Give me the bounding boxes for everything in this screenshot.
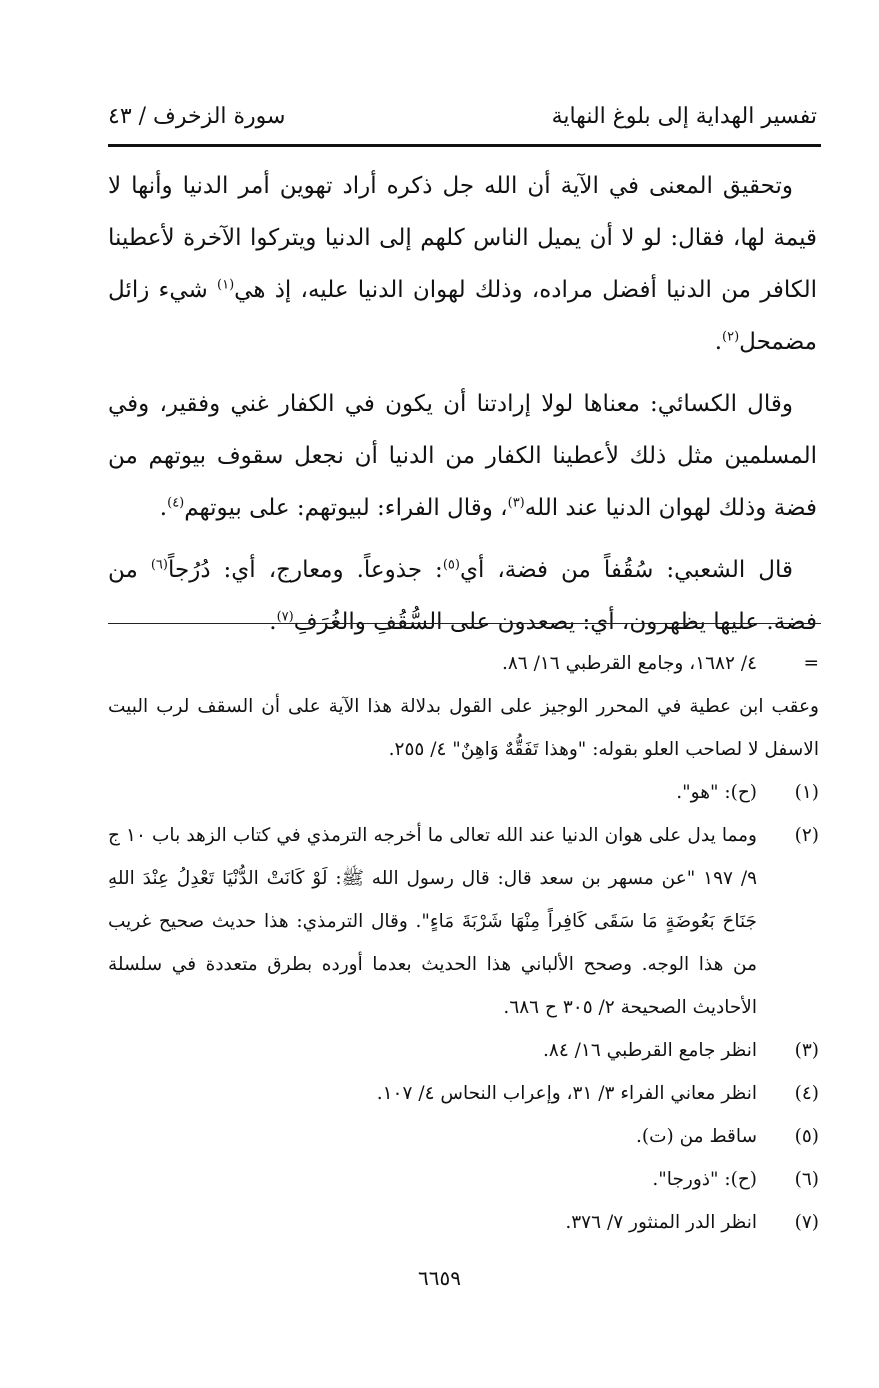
footnote-ref-1[interactable]: (١) [217, 277, 235, 293]
paragraph-1: وتحقيق المعنى في الآية أن الله جل ذكره أراد تهوين أمر الدنيا وأنها لا قيمة لها، فقال: لو لا أن يميل الناس كلهم إلى الدنيا ويتركوا الآخرة لأعطينا الكافر من الدنيا أفضل مراده، وذلك لهوان الدنيا عليه، إذ هي$^{(١)}$ شيء زائل مضمحل$^{(٢)}$. [108, 173, 817, 355]
footnote-1: (١) (ح): "هو". [108, 771, 819, 814]
footnote-6: (٦) (ح): "ذورجا". [108, 1158, 819, 1201]
running-header [108, 104, 817, 140]
paragraph-2: وقال الكسائي: معناها لولا إرادتنا أن يكون في الكفار غني وفقير، وفي المسلمين مثل ذلك لأعطينا الكفار من الدنيا أن نجعل سقوف بيوتهم من فضة وذلك لهوان الدنيا عند الله$^{(٣)}$، وقال الفراء: لبيوتهم: على بيوتهم$^{(٤)}$. [108, 391, 817, 521]
footnote-4: (٤) انظر معاني الفراء ٣/ ٣١، وإعراب النحاس ٤/ ١٠٧. [108, 1072, 819, 1115]
surah-label: سورة الزخرف / ٤٣ [108, 104, 286, 129]
footnote-continuation-paragraph: وعقب ابن عطية في المحرر الوجيز على القول بدلالة هذا الآية على أن السقف لرب البيت الاسفل لا لصاحب العلو بقوله: "وهذا تَفَقُّهٌ وَاهِنٌ" ٤/ ٢٥٥. [108, 696, 819, 760]
footnote-ref-7[interactable]: (٧) [276, 609, 294, 625]
footnote-rule [108, 623, 821, 624]
footnote-ref-4[interactable]: (٤) [167, 495, 185, 511]
footnote-number: (١) [794, 782, 819, 803]
footnote-7: (٧) انظر الدر المنثور ٧/ ٣٧٦. [108, 1201, 819, 1244]
footnote-number: (٣) [794, 1040, 819, 1061]
footnote-ref-6[interactable]: (٦) [150, 557, 168, 573]
header-rule [108, 144, 821, 147]
continuation-mark: = [803, 653, 819, 674]
footnote-2: (٢) ومما يدل على هوان الدنيا عند الله تعالى ما أخرجه الترمذي في كتاب الزهد باب ١٠ ج ٩/ ١٩٧ "عن مسهر بن سعد قال: قال رسول الله ﷺ: لَوْ كَانَتْ الدُّنْيَا تَعْدِلُ عِنْدَ اللهِ جَنَاحَ بَعُوضَةٍ مَا سَقَى كَافِراً مِنْهَا شَرْبَةَ مَاءٍ". وقال الترمذي: هذا حديث صحيح غريب من هذا الوجه. وصحح الألباني هذا الحديث بعدما أورده بطرق متعددة في سلسلة الأحاديث الصحيحة ٢/ ٣٠٥ ح ٦٨٦. [108, 814, 819, 1029]
footnote-number: (٤) [794, 1083, 819, 1104]
footnote-number: (٥) [794, 1126, 819, 1147]
paragraph-3: قال الشعبي: سُقُفاً من فضة، أي$^{(٥)}$: جذوعاً. ومعارج، أي: دُرُجاً$^{(٦)}$ من فضة. عليها يظهرون، أي: يصعدون على السُّقُفِ والغُرَفِ$^{(٧)}$. [108, 557, 817, 635]
footnotes [108, 642, 819, 1244]
footnote-ref-3[interactable]: (٣) [507, 495, 525, 511]
book-title: تفسير الهداية إلى بلوغ النهاية [551, 104, 817, 129]
footnote-3: (٣) انظر جامع القرطبي ١٦/ ٨٤. [108, 1029, 819, 1072]
footnote-ref-2[interactable]: (٢) [722, 329, 740, 345]
footnote-5: (٥) ساقط من (ت). [108, 1115, 819, 1158]
footnote-number: (٧) [794, 1212, 819, 1233]
footnote-ref-5[interactable]: (٥) [442, 557, 460, 573]
footnote-continuation: = ٤/ ١٦٨٢، وجامع القرطبي ١٦/ ٨٦. [108, 642, 819, 685]
footnote-number: (٢) [794, 825, 819, 846]
page-number: ٦٦٥٩ [418, 1266, 461, 1290]
footnote-number: (٦) [794, 1169, 819, 1190]
main-text [108, 160, 817, 658]
